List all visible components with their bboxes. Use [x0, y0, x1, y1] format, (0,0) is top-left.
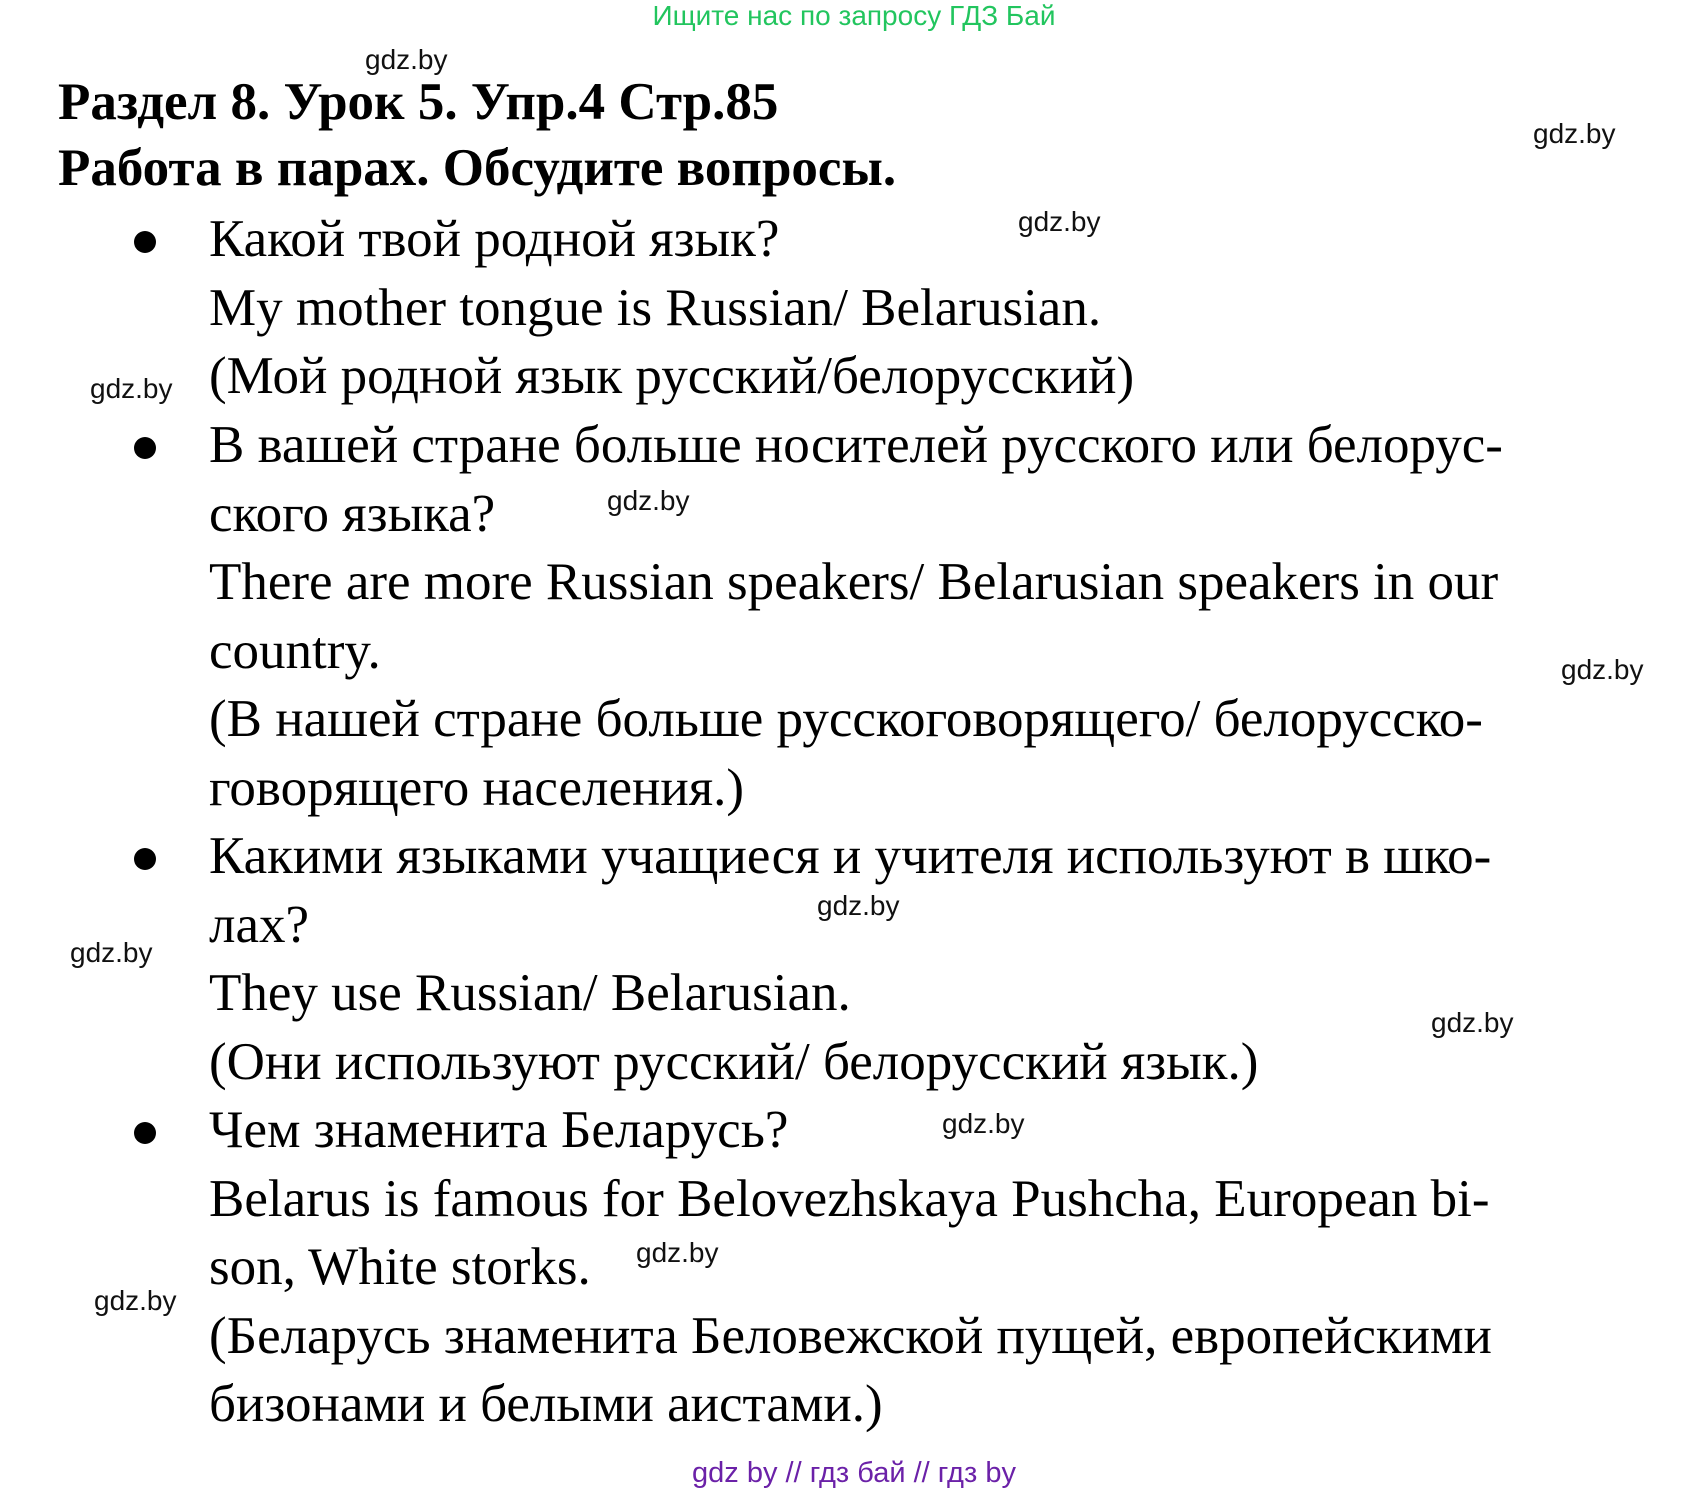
- watermark: gdz.by: [1533, 118, 1616, 149]
- question-line: Какими языками учащиеся и учителя используют в шко-: [209, 827, 1492, 885]
- question-line: лах?: [209, 895, 309, 954]
- list-item: [209, 411, 1679, 822]
- list-item: [209, 205, 1679, 411]
- watermark: gdz.by: [817, 890, 900, 921]
- question-line: В вашей стране больше носителей русского или белорус-: [209, 416, 1503, 474]
- answer-line: There are more Russian speakers/ Belarusian speakers in our: [209, 553, 1499, 611]
- translation-line: (Мой родной язык русский/белорусский): [209, 347, 1135, 405]
- answer-line: son, White storks.: [209, 1238, 591, 1296]
- watermark: gdz.by: [94, 1285, 177, 1316]
- translation-line: (Беларусь знаменита Беловежской пущей, европейскими: [209, 1306, 1492, 1365]
- list-item: [209, 822, 1679, 1096]
- question-line: ского языка?: [209, 484, 496, 543]
- answer-line: Belarus is famous for Belovezhskaya Pushcha, European bi-: [209, 1169, 1490, 1228]
- watermark: gdz.by: [1431, 1007, 1514, 1038]
- answer-line: country.: [209, 621, 381, 680]
- watermark: gdz.by: [636, 1237, 719, 1268]
- watermark: gdz.by: [1018, 206, 1101, 237]
- list-item: [209, 1096, 1679, 1439]
- bullet-icon: [134, 848, 156, 870]
- bullet-icon: [134, 437, 156, 459]
- question-line: Какой твой родной язык?: [209, 210, 780, 268]
- watermark: gdz.by: [70, 937, 153, 968]
- top-banner: Ищите нас по запросу ГДЗ Бай: [652, 0, 1056, 31]
- exercise-instruction: Работа в парах. Обсудите вопросы.: [58, 139, 897, 197]
- watermark: gdz.by: [1561, 654, 1644, 685]
- answer-line: My mother tongue is Russian/ Belarusian.: [209, 278, 1102, 337]
- watermark: gdz.by: [607, 485, 690, 516]
- answer-line: They use Russian/ Belarusian.: [209, 964, 851, 1022]
- translation-line: (Они используют русский/ белорусский язык.): [209, 1032, 1259, 1091]
- watermark: gdz.by: [90, 373, 173, 404]
- question-line: Чем знаменита Беларусь?: [209, 1101, 789, 1159]
- bullet-icon: [134, 231, 156, 253]
- translation-line: говорящего населения.): [209, 758, 745, 817]
- watermark: gdz.by: [365, 44, 448, 75]
- footer-links: gdz by // гдз бай // гдз by: [692, 1457, 1016, 1489]
- watermark: gdz.by: [942, 1108, 1025, 1139]
- translation-line: бизонами и белыми аистами.): [209, 1375, 883, 1433]
- bullet-icon: [134, 1122, 156, 1144]
- exercise-title: Раздел 8. Урок 5. Упр.4 Стр.85: [58, 73, 779, 131]
- translation-line: (В нашей стране больше русскоговорящего/ белорусско-: [209, 690, 1483, 748]
